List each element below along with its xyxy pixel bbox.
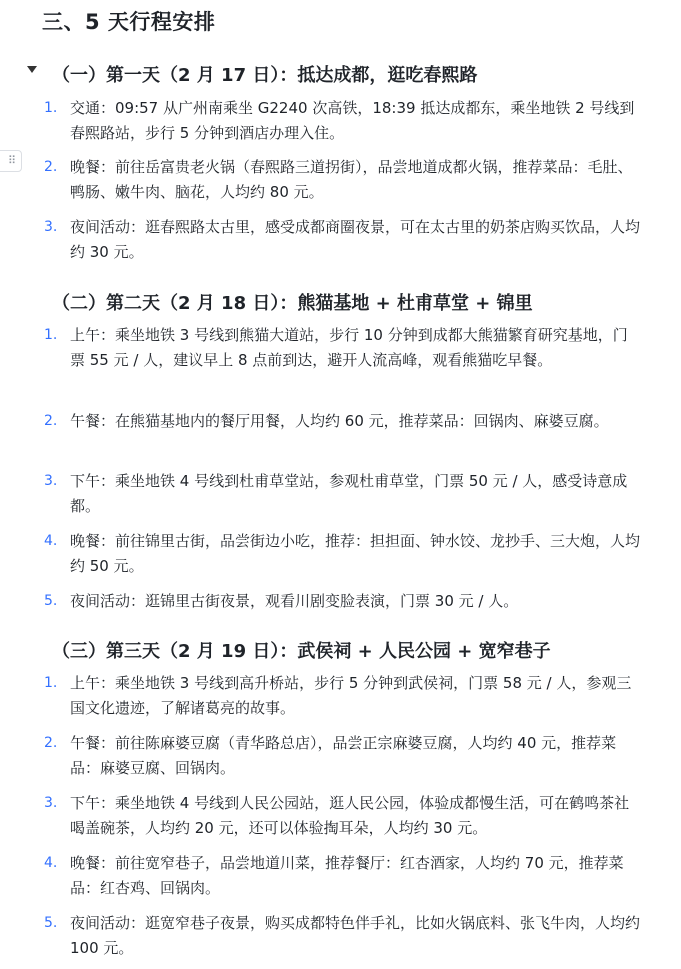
list-number: 3. (44, 473, 58, 489)
section-title: 三、5 天行程安排 (42, 10, 216, 34)
day-heading: （三）第三天（2 月 19 日）：武侯祠 + 人民公园 + 宽窄巷子 (52, 641, 551, 662)
list-number: 5. (44, 915, 58, 931)
list-text: 晚餐：前往锦里古街，品尝街边小吃，推荐：担担面、钟水饺、龙抄手、三大炮，人均约 50 元。 (70, 532, 641, 575)
list-number: 3. (44, 795, 58, 811)
list-number: 3. (44, 219, 58, 235)
list-text: 夜间活动：逛春熙路太古里，感受成都商圈夜景，可在太古里的奶茶店购买饮品，人均约 30 元。 (70, 218, 641, 261)
list-number: 4. (44, 533, 58, 549)
list-number: 2. (44, 735, 58, 751)
list-number: 1. (44, 100, 58, 116)
day-heading: （一）第一天（2 月 17 日）：抵达成都，逛吃春熙路 (52, 65, 478, 86)
list-number: 1. (44, 675, 58, 691)
list-text: 下午：乘坐地铁 4 号线到人民公园站，逛人民公园，体验成都慢生活，可在鹤鸣茶社喝盖碗茶，人均约 20 元，还可以体验掏耳朵，人均约 30 元。 (70, 794, 630, 837)
list-text: 下午：乘坐地铁 4 号线到杜甫草堂站，参观杜甫草堂，门票 50 元 / 人，感受诗意成都。 (70, 472, 628, 515)
list-text: 午餐：前往陈麻婆豆腐（青华路总店），品尝正宗麻婆豆腐，人均约 40 元，推荐菜品：麻婆豆腐、回锅肉。 (70, 734, 617, 777)
collapse-toggle-icon[interactable] (27, 66, 37, 73)
list-number: 1. (44, 327, 58, 343)
list-number: 5. (44, 593, 58, 609)
list-text: 交通：09:57 从广州南乘坐 G2240 次高铁，18:39 抵达成都东，乘坐地铁 2 号线到春熙路站，步行 5 分钟到酒店办理入住。 (70, 99, 635, 142)
drag-handle-icon[interactable]: ⠿ (0, 150, 22, 172)
list-text: 夜间活动：逛锦里古街夜景，观看川剧变脸表演，门票 30 元 / 人。 (70, 592, 519, 610)
list-text: 晚餐：前往宽窄巷子，品尝地道川菜，推荐餐厅：红杏酒家，人均约 70 元，推荐菜品：红杏鸡、回锅肉。 (70, 854, 624, 897)
day-heading: （二）第二天（2 月 18 日）：熊猫基地 + 杜甫草堂 + 锦里 (52, 293, 533, 314)
list-number: 4. (44, 855, 58, 871)
list-text: 晚餐：前往岳富贵老火锅（春熙路三道拐街），品尝地道成都火锅，推荐菜品：毛肚、鸭肠、嫩牛肉、脑花，人均约 80 元。 (70, 158, 633, 201)
list-text: 上午：乘坐地铁 3 号线到熊猫大道站，步行 10 分钟到成都大熊猫繁育研究基地，门票 55 元 / 人，建议早上 8 点前到达，避开人流高峰，观看熊猫吃早餐。 (70, 326, 628, 369)
list-number: 2. (44, 413, 58, 429)
list-text: 午餐：在熊猫基地内的餐厅用餐，人均约 60 元，推荐菜品：回锅肉、麻婆豆腐。 (70, 412, 609, 430)
list-number: 2. (44, 159, 58, 175)
list-text: 夜间活动：逛宽窄巷子夜景，购买成都特色伴手礼，比如火锅底料、张飞牛肉，人均约 100 元。 (70, 914, 641, 957)
list-text: 上午：乘坐地铁 3 号线到高升桥站，步行 5 分钟到武侯祠，门票 58 元 / 人，参观三国文化遗迹，了解诸葛亮的故事。 (70, 674, 632, 717)
